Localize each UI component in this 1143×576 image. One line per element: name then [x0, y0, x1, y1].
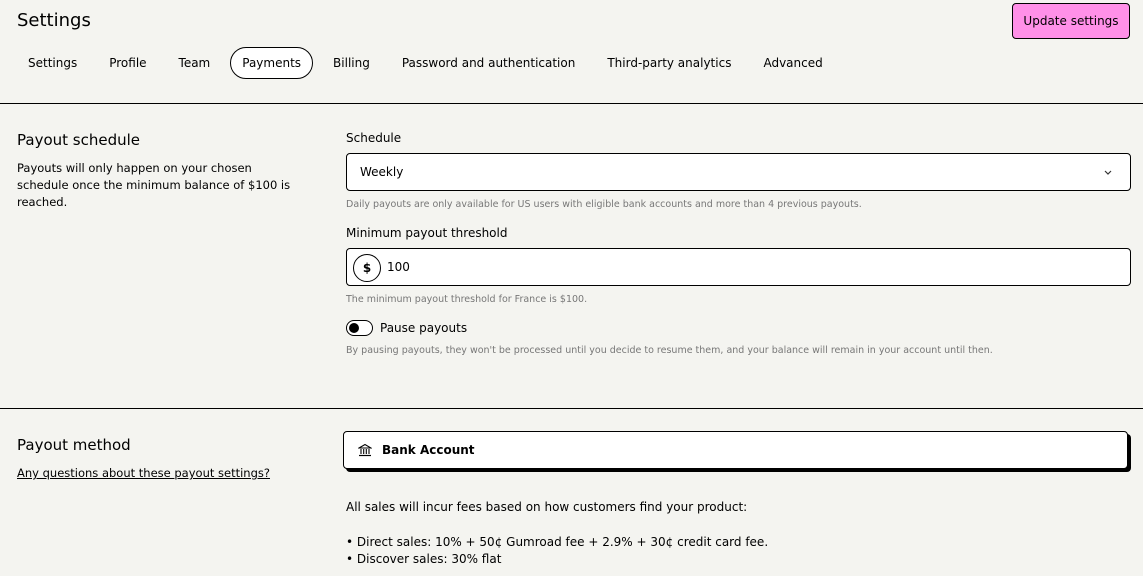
tab-settings[interactable]: Settings: [28, 56, 78, 70]
schedule-help-text: Daily payouts are only available for US users with eligible bank accounts and more than 4 previous payouts.: [346, 199, 862, 210]
page-title: Settings: [17, 10, 91, 31]
threshold-input[interactable]: [387, 255, 1087, 279]
toggle-knob: [349, 323, 359, 333]
chevron-down-icon: [1102, 166, 1114, 178]
tab-profile[interactable]: Profile: [109, 56, 147, 70]
payout-questions-link[interactable]: Any questions about these payout settings?: [17, 466, 270, 480]
bank-account-option[interactable]: [343, 431, 1128, 469]
threshold-field: [346, 248, 1131, 286]
bank-account-label: Bank Account: [382, 443, 475, 457]
schedule-select[interactable]: [346, 153, 1131, 191]
bank-icon: [358, 443, 372, 457]
pause-payouts-help-text: By pausing payouts, they won't be processed until you decide to resume them, and your balance will remain in your account until then.: [346, 345, 993, 356]
tab-team[interactable]: Team: [178, 56, 211, 70]
schedule-selected-value: Weekly: [360, 165, 404, 179]
tab-third-party-analytics[interactable]: Third-party analytics: [607, 56, 732, 70]
fee-discover-sales: • Discover sales: 30% flat: [346, 552, 502, 566]
schedule-label: Schedule: [346, 131, 402, 145]
tab-billing[interactable]: Billing: [333, 56, 370, 70]
tab-advanced[interactable]: Advanced: [763, 56, 823, 70]
page-header: [0, 0, 1143, 104]
update-settings-button[interactable]: Update settings: [1012, 3, 1130, 39]
settings-tabs: [16, 47, 843, 79]
threshold-label: Minimum payout threshold: [346, 226, 508, 240]
pause-payouts-label: Pause payouts: [380, 321, 468, 335]
threshold-help-text: The minimum payout threshold for France is $100.: [346, 294, 588, 305]
tab-password-and-authentication[interactable]: Password and authentication: [401, 56, 576, 70]
payout-schedule-title: Payout schedule: [17, 131, 140, 149]
payout-schedule-description: Payouts will only happen on your chosen schedule once the minimum balance of $100 is reached.: [17, 161, 291, 209]
payout-method-title: Payout method: [17, 436, 131, 454]
currency-symbol: $: [353, 254, 381, 282]
fee-direct-sales: • Direct sales: 10% + 50¢ Gumroad fee + 2.9% + 30¢ credit card fee.: [346, 535, 769, 549]
fees-intro-text: All sales will incur fees based on how customers find your product:: [346, 500, 748, 514]
pause-payouts-toggle[interactable]: [346, 320, 373, 336]
tab-payments[interactable]: Payments: [230, 47, 313, 79]
section-divider: [0, 408, 1143, 409]
